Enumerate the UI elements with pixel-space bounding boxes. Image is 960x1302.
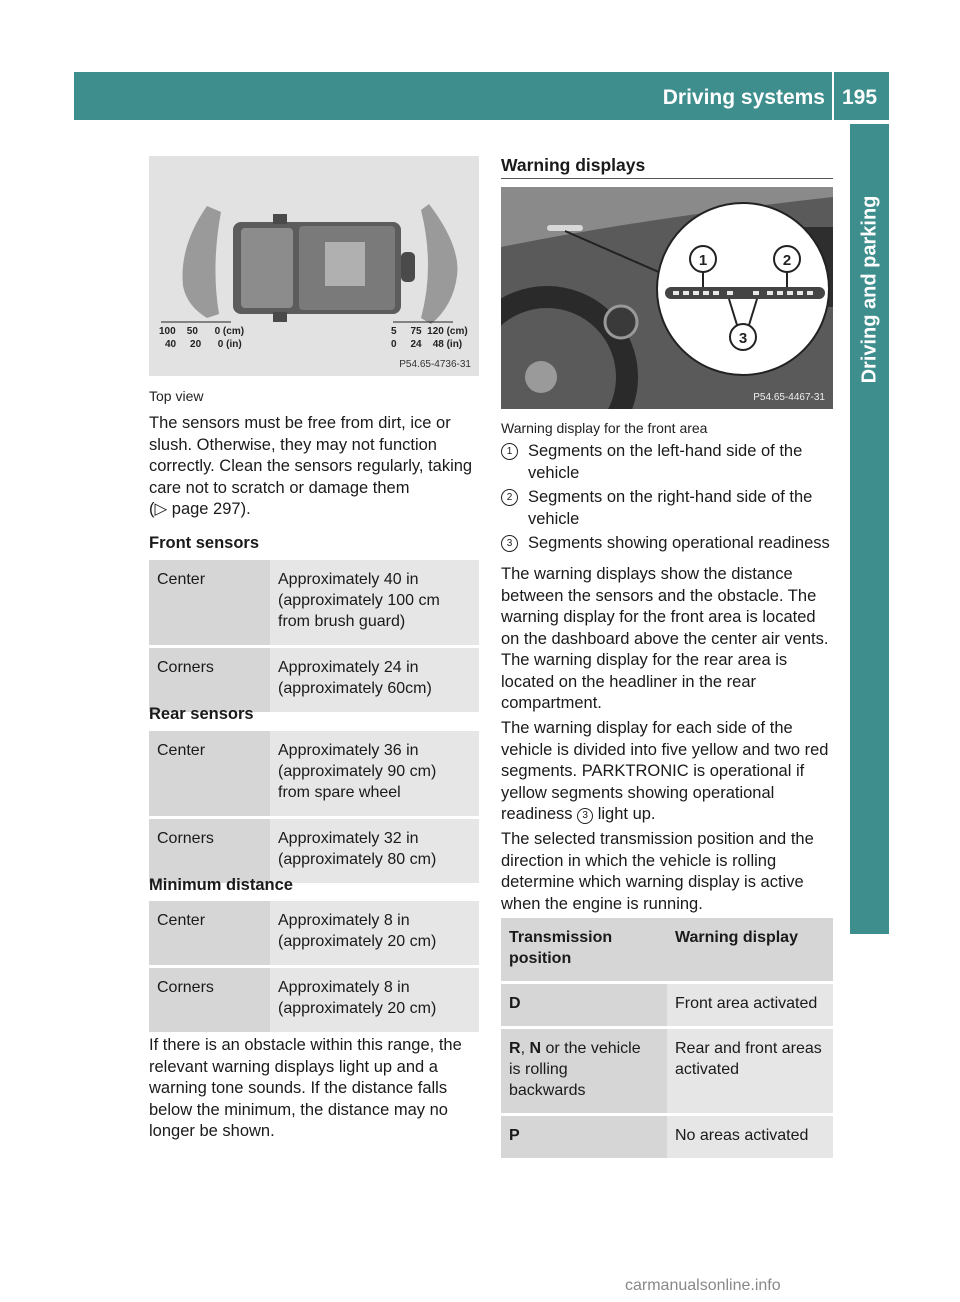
gear-letter: R xyxy=(509,1040,521,1057)
gear-letter: P xyxy=(509,1127,520,1144)
text-fragment: light up. xyxy=(593,805,656,823)
value-line: from brush guard) xyxy=(278,613,406,630)
paragraph-line: compartment. xyxy=(501,694,602,712)
row-value: Front area activated xyxy=(667,983,833,1028)
text-fragment: or the vehicle xyxy=(541,1040,641,1057)
row-value xyxy=(270,731,479,818)
paragraph-line: segments. PARKTRONIC is operational if xyxy=(501,762,805,780)
legend-line: vehicle xyxy=(528,509,580,528)
table-row xyxy=(149,731,479,818)
legend-text xyxy=(528,441,833,484)
vehicle-sunroof xyxy=(325,242,365,286)
warning-display-figure xyxy=(501,187,833,409)
table-row xyxy=(149,818,479,885)
table-row xyxy=(149,967,479,1034)
page-reference[interactable]: (▷ page 297). xyxy=(149,500,251,518)
row-key xyxy=(501,1115,667,1160)
segment-icon xyxy=(807,291,813,295)
page-number: 195 xyxy=(842,86,878,109)
row-value: No areas activated xyxy=(667,1115,833,1160)
steering-badge xyxy=(525,361,557,393)
key-line xyxy=(509,1038,659,1059)
row-key xyxy=(501,983,667,1028)
intro-line: correctly. Clean the sensors regularly, taking xyxy=(149,457,473,475)
value-line: Approximately 40 in xyxy=(278,571,419,588)
legend-text xyxy=(528,533,833,555)
watermark: carmanualsonline.info xyxy=(625,1277,781,1294)
minimum-distance-heading: Minimum distance xyxy=(149,876,293,894)
paragraph-line: If there is an obstacle within this range, the xyxy=(149,1036,462,1054)
paragraph-line: vehicle is divided into five yellow and two red xyxy=(501,740,829,759)
warning-paragraph-3 xyxy=(501,829,836,915)
rear-sensors-heading: Rear sensors xyxy=(149,705,254,723)
legend-item-1 xyxy=(501,441,833,484)
paragraph-line: located on the headliner in the rear xyxy=(501,672,757,691)
paragraph-line: direction in which the vehicle is rolling xyxy=(501,851,777,870)
paragraph-line: between the sensors and the obstacle. The xyxy=(501,586,817,605)
row-key: Corners xyxy=(149,818,270,885)
rear-sensor-zone xyxy=(421,204,457,324)
column-header-transmission xyxy=(501,918,667,983)
paragraph-line: The warning display for each side of the xyxy=(501,719,793,737)
side-tab-label: Driving and parking xyxy=(858,195,880,383)
value-line: Approximately 8 in xyxy=(278,912,410,929)
legend-line: Segments on the left-hand side of the xyxy=(528,442,803,460)
header-line: Transmission xyxy=(509,929,613,946)
row-key: Center xyxy=(149,901,270,967)
segment-icon xyxy=(683,291,689,295)
key-line: is rolling xyxy=(509,1061,568,1078)
gear-letter: N xyxy=(529,1040,542,1057)
minimum-distance-table xyxy=(149,901,479,1035)
legend-line: Segments on the right-hand side of the xyxy=(528,488,813,506)
legend-line: vehicle xyxy=(528,463,580,482)
mirror-left xyxy=(273,214,287,224)
intro-line: care not to scratch or damage them xyxy=(149,478,410,497)
header-divider xyxy=(832,72,834,120)
callout-2-label: 2 xyxy=(782,252,792,269)
row-value xyxy=(667,1028,833,1115)
side-tab-label-wrap xyxy=(850,124,889,454)
mirror-right xyxy=(273,312,287,322)
table-row xyxy=(501,1028,833,1115)
warning-paragraph-1 xyxy=(501,564,836,715)
vehicle-top-view-illustration xyxy=(149,156,479,376)
value-line: (approximately 60cm) xyxy=(278,680,432,697)
left-scale-in: 40 20 0 (in) xyxy=(165,339,242,350)
segment-icon xyxy=(767,291,773,295)
row-value xyxy=(270,818,479,885)
segment-icon xyxy=(787,291,793,295)
gear-letter: D xyxy=(509,995,521,1012)
heading-rule xyxy=(501,178,833,179)
segment-icon xyxy=(727,291,733,295)
legend-item-2 xyxy=(501,487,833,530)
paragraph-line: when the engine is running. xyxy=(501,894,703,913)
text-fragment: readiness xyxy=(501,805,578,823)
spare-wheel xyxy=(401,252,415,282)
value-line: Rear and front areas xyxy=(675,1040,822,1057)
paragraph-line: The warning display for the rear area is xyxy=(501,651,788,669)
value-line: (approximately 80 cm) xyxy=(278,851,437,868)
value-line: (approximately 20 cm) xyxy=(278,1000,437,1017)
legend-number: 1 xyxy=(501,443,518,460)
inline-callout-number: 3 xyxy=(577,808,593,824)
intro-line: slush. Otherwise, they may not function xyxy=(149,435,437,454)
legend-item-3 xyxy=(501,533,833,555)
table-header-row xyxy=(501,918,833,983)
header-line: position xyxy=(509,950,572,967)
warning-displays-heading: Warning displays xyxy=(501,155,646,175)
segment-icon xyxy=(703,291,709,295)
paragraph-line xyxy=(501,804,836,826)
vehicle-hood xyxy=(241,228,293,308)
value-line: Approximately 32 in xyxy=(278,830,419,847)
figure-code: P54.65-4736-31 xyxy=(399,359,471,370)
paragraph-line: The selected transmission position and the xyxy=(501,830,814,848)
row-key: Corners xyxy=(149,647,270,714)
rear-sensors-table xyxy=(149,731,479,886)
table-row xyxy=(501,983,833,1028)
row-value xyxy=(270,647,479,714)
value-line: Approximately 8 in xyxy=(278,979,410,996)
paragraph-line: longer be shown. xyxy=(149,1122,275,1140)
right-scale-in: 0 24 48 (in) xyxy=(391,339,463,350)
key-line: backwards xyxy=(509,1082,586,1099)
value-line: (approximately 20 cm) xyxy=(278,933,437,950)
front-warning-display-unit xyxy=(547,225,583,231)
front-sensors-table xyxy=(149,560,479,715)
row-value xyxy=(270,901,479,967)
row-key: Center xyxy=(149,731,270,818)
table-row xyxy=(149,560,479,647)
row-value xyxy=(270,560,479,647)
paragraph-line: warning display for the front area is located xyxy=(501,608,816,626)
intro-paragraph xyxy=(149,413,484,521)
legend-number: 3 xyxy=(501,535,518,552)
warning-display-caption: Warning display for the front area xyxy=(501,420,708,436)
segment-icon xyxy=(673,291,679,295)
transmission-table xyxy=(501,918,833,1161)
paragraph-line: determine which warning display is active xyxy=(501,873,804,891)
paragraph-line: yellow segments showing operational xyxy=(501,783,775,802)
segment-icon xyxy=(777,291,783,295)
top-view-figure xyxy=(149,156,479,376)
paragraph-line: warning tone sounds. If the distance falls xyxy=(149,1079,448,1097)
left-scale-cm: 100 50 0 (cm) xyxy=(159,326,245,337)
value-line: Approximately 24 in xyxy=(278,659,419,676)
legend-line: Segments showing operational readiness xyxy=(528,534,830,552)
paragraph-line: below the minimum, the distance may no xyxy=(149,1100,448,1119)
column-header-warning-display: Warning display xyxy=(667,918,833,983)
callout-1-label: 1 xyxy=(698,252,708,269)
front-sensors-heading: Front sensors xyxy=(149,534,260,552)
air-vent-icon xyxy=(605,306,637,338)
right-scale-cm: 5 75 120 (cm) xyxy=(391,326,468,337)
value-line: from spare wheel xyxy=(278,784,401,801)
section-title: Driving systems xyxy=(662,86,825,109)
value-line: Approximately 36 in xyxy=(278,742,419,759)
paragraph-line: The warning displays show the distance xyxy=(501,565,793,583)
segment-icon xyxy=(753,291,759,295)
value-line: (approximately 100 cm xyxy=(278,592,440,609)
value-line: activated xyxy=(675,1061,740,1078)
paragraph-line: on the dashboard above the center air vents. xyxy=(501,629,829,648)
text-fragment: , xyxy=(520,1040,530,1057)
obstacle-paragraph xyxy=(149,1035,484,1143)
row-key xyxy=(501,1028,667,1115)
front-sensor-zone xyxy=(183,206,222,318)
top-view-caption: Top view xyxy=(149,388,204,404)
legend-text xyxy=(528,487,833,530)
paragraph-line: relevant warning displays light up and a xyxy=(149,1057,438,1076)
callout-3-label: 3 xyxy=(738,330,748,347)
value-line: (approximately 90 cm) xyxy=(278,763,437,780)
warning-paragraph-2 xyxy=(501,718,836,826)
figure-code: P54.65-4467-31 xyxy=(753,392,825,403)
row-key: Center xyxy=(149,560,270,647)
intro-line: The sensors must be free from dirt, ice or xyxy=(149,414,451,432)
row-key: Corners xyxy=(149,967,270,1034)
table-row xyxy=(149,901,479,967)
segment-icon xyxy=(797,291,803,295)
dashboard-illustration xyxy=(501,187,833,409)
segment-icon xyxy=(693,291,699,295)
table-row xyxy=(501,1115,833,1160)
table-row xyxy=(149,647,479,714)
row-value xyxy=(270,967,479,1034)
legend-number: 2 xyxy=(501,489,518,506)
segment-icon xyxy=(713,291,719,295)
